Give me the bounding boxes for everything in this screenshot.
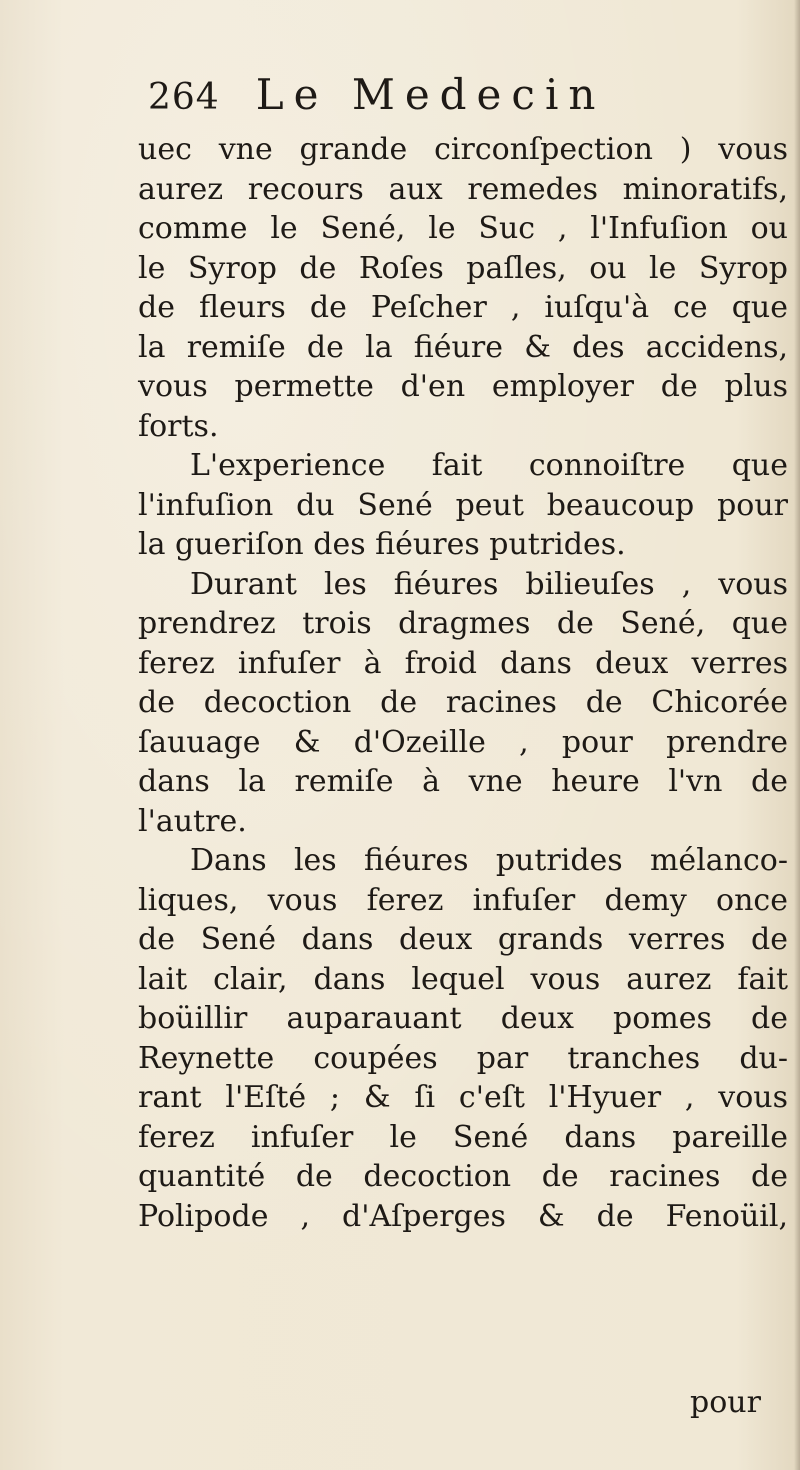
text-line: boüillir auparauant deux pomes de bbox=[138, 1001, 788, 1036]
text-line: quantité de decoction de racines de bbox=[138, 1159, 788, 1194]
text-line: Polipode , d'Aſperges & de Fenoüil, bbox=[138, 1198, 788, 1234]
text-line: la gueriſon des fiéures putrides. bbox=[138, 527, 626, 562]
catchword: pour bbox=[690, 1385, 761, 1420]
text-line: comme le Sené, le Suc , l'Infuſion ou bbox=[138, 211, 788, 246]
paragraph-first-line: Dans les fiéures putrides mélanco- bbox=[190, 843, 788, 878]
page-header bbox=[148, 70, 788, 130]
text-line: ſauuage & d'Ozeille , pour prendre bbox=[138, 724, 788, 760]
text-line: liques, vous ferez infuſer demy once bbox=[138, 882, 788, 918]
text-line: l'autre. bbox=[138, 803, 247, 839]
paragraph-first-line: L'experience fait connoiſtre que bbox=[190, 448, 788, 483]
text-line: ferez infuſer le Sené dans pareille bbox=[138, 1119, 788, 1155]
text-line: de Sené dans deux grands verres de bbox=[138, 922, 788, 957]
text-line: lait clair, dans lequel vous aurez fait bbox=[138, 961, 788, 997]
text-line: de decoction de racines de Chicorée bbox=[138, 685, 788, 720]
text-line: rant l'Eſté ; & ſi c'eſt l'Hyuer , vous bbox=[138, 1080, 788, 1115]
paragraph-first-line: Durant les fiéures bilieuſes , vous bbox=[190, 566, 788, 602]
text-line: Reynette coupées par tranches du- bbox=[138, 1040, 788, 1076]
text-line: dans la remiſe à vne heure l'vn de bbox=[138, 764, 788, 799]
text-line: uec vne grande circonſpection ) vous bbox=[138, 132, 788, 167]
text-line: le Syrop de Roſes paſles, ou le Syrop bbox=[138, 250, 788, 286]
text-line: aurez recours aux remedes minoratifs, bbox=[138, 171, 788, 207]
text-line: la remiſe de la fiéure & des accidens, bbox=[138, 329, 788, 365]
running-title: Le Medecin bbox=[255, 70, 606, 119]
body-text bbox=[138, 130, 788, 1236]
text-line: forts. bbox=[138, 408, 219, 444]
text-line: prendrez trois dragmes de Sené, que bbox=[138, 606, 788, 641]
text-line: vous permette d'en employer de plus bbox=[138, 369, 788, 404]
text-line: ferez infuſer à froid dans deux verres bbox=[138, 645, 788, 681]
text-line: de fleurs de Peſcher , iuſqu'à ce que bbox=[138, 290, 788, 325]
page-edge-shadow bbox=[794, 0, 800, 1470]
text-line: l'infuſion du Sené peut beaucoup pour bbox=[138, 487, 788, 523]
page-number: 264 bbox=[148, 77, 220, 118]
